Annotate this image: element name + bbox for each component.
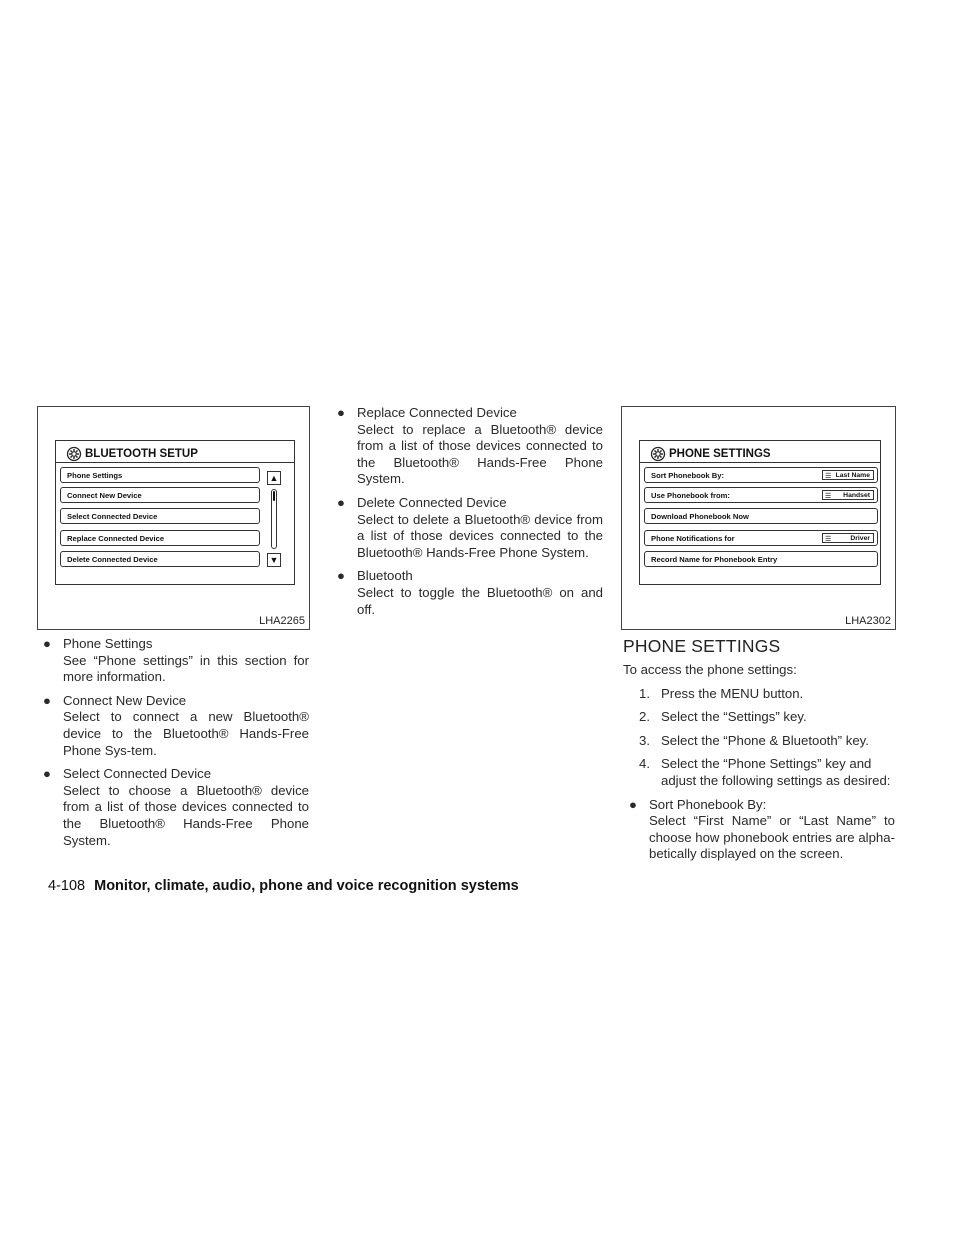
list-item-phone-settings [43,636,309,686]
list-icon: ☰ [825,473,832,480]
menu-row-sort-phonebook-by[interactable] [644,467,878,483]
bullet-icon: ● [337,568,345,584]
menu-row-select-connected-device[interactable] [60,508,260,524]
menu-row-label: Phone Settings [67,470,123,480]
step-number: 3. [639,732,650,748]
intro-text: To access the phone settings: [623,662,797,677]
screen-title-text: BLUETOOTH SETUP [85,448,198,460]
item-title: Select Connected Device [63,766,212,782]
item-desc: Select to replace a Bluetooth® device from a list of those devices connected to the Bluetooth® Hands-Free Phone System. [357,421,603,487]
section-title: Monitor, climate, audio, phone and voice recognition systems [94,878,519,894]
scrollbar-thumb[interactable] [273,491,275,501]
menu-row-label: Delete Connected Device [67,554,158,564]
list-icon: ☰ [825,493,832,500]
scroll-up-button[interactable]: ▲ [267,471,281,485]
step-item [623,709,895,726]
option-box[interactable] [822,490,874,500]
menu-row-record-name-for-phonebook-entry[interactable] [644,551,878,567]
bullet-icon: ● [43,766,51,782]
list-item-connect-new-device [43,693,309,759]
gear-icon [650,446,666,462]
middle-column [337,405,603,625]
item-desc: Select to delete a Bluetooth® device from a list of those devices connected to the Bluetooth® Hands-Free Phone System. [357,511,603,560]
bullet-icon: ● [337,405,345,420]
bluetooth-setup-screen [55,440,295,585]
step-item [623,733,895,750]
left-column [43,636,309,856]
item-title: Replace Connected Device [357,405,517,420]
menu-row-label: Phone Notifications for [651,533,735,543]
menu-row-phone-settings[interactable] [60,467,260,483]
option-box[interactable] [822,470,874,480]
menu-row-connect-new-device[interactable] [60,487,260,503]
menu-row-label: Connect New Device [67,490,142,500]
item-title: Delete Connected Device [357,494,507,510]
screen-title [66,446,198,462]
menu-row-phone-notifications-for[interactable] [644,530,878,546]
figure-code: LHA2302 [845,615,891,627]
figure-phone-settings [621,406,896,630]
option-box[interactable] [822,533,874,543]
step-item [623,686,895,703]
right-column [623,662,895,870]
option-value: Last Name [835,471,870,479]
menu-row-delete-connected-device[interactable] [60,551,260,567]
menu-row-download-phonebook-now[interactable] [644,508,878,524]
figure-bluetooth-setup [37,406,310,630]
step-number: 4. [639,756,650,772]
title-rule [640,462,880,463]
list-icon: ☰ [825,536,832,543]
item-title: Bluetooth [357,568,413,584]
scrollbar-track[interactable] [271,489,277,549]
screen-title-text: PHONE SETTINGS [669,448,771,460]
list-item-delete-connected-device [337,495,603,561]
page-number: 4-108 [48,878,86,894]
step-text: Select the “Phone Settings” key and adjust the following settings as desired: [661,756,891,788]
list-item-sort-phonebook-by [629,797,895,863]
menu-row-replace-connected-device[interactable] [60,530,260,546]
bullet-icon: ● [43,692,51,708]
step-number: 1. [639,685,650,701]
option-value: Handset [843,491,870,499]
list-item-replace-connected-device [337,405,603,488]
item-title: Phone Settings [63,636,153,651]
item-desc: Select to connect a new Bluetooth® device to the Bluetooth® Hands-Free Phone Sys-tem. [63,709,309,758]
item-title: Connect New Device [63,692,187,708]
phone-settings-screen [639,440,881,585]
title-rule [56,462,294,463]
scroll-down-button[interactable]: ▼ [267,553,281,567]
menu-row-label: Select Connected Device [67,511,158,521]
screen-title [650,446,771,462]
bullet-icon: ● [337,494,345,510]
step-text: Press the MENU button. [661,685,804,701]
list-item-select-connected-device [43,766,309,849]
step-text: Select the “Settings” key. [661,709,807,725]
bullet-icon: ● [43,636,51,651]
section-heading: PHONE SETTINGS [623,636,781,656]
option-value: Driver [850,534,870,542]
step-item [623,756,895,789]
figure-code: LHA2265 [259,615,305,627]
item-desc: Select to toggle the Bluetooth® on and off. [357,584,603,617]
gear-icon [66,446,82,462]
menu-row-label: Sort Phonebook By: [651,470,724,480]
menu-row-use-phonebook-from[interactable] [644,487,878,503]
item-desc: Select “First Name” or “Last Name” to choose how phonebook entries are alpha-betically displayed on the screen. [649,813,895,862]
menu-row-label: Replace Connected Device [67,533,165,543]
item-desc: Select to choose a Bluetooth® device from a list of those devices connected to the Bluetooth® Hands-Free Phone System. [63,782,309,848]
item-title: Sort Phonebook By: [649,796,767,812]
item-desc: See “Phone settings” in this section for more information. [63,652,309,685]
menu-row-label: Use Phonebook from: [651,490,730,500]
page-footer [48,878,519,894]
menu-row-label: Record Name for Phonebook Entry [651,554,778,564]
step-text: Select the “Phone & Bluetooth” key. [661,732,869,748]
menu-row-label: Download Phonebook Now [651,511,749,521]
step-number: 2. [639,709,650,725]
list-item-bluetooth [337,568,603,618]
bullet-icon: ● [629,796,637,812]
